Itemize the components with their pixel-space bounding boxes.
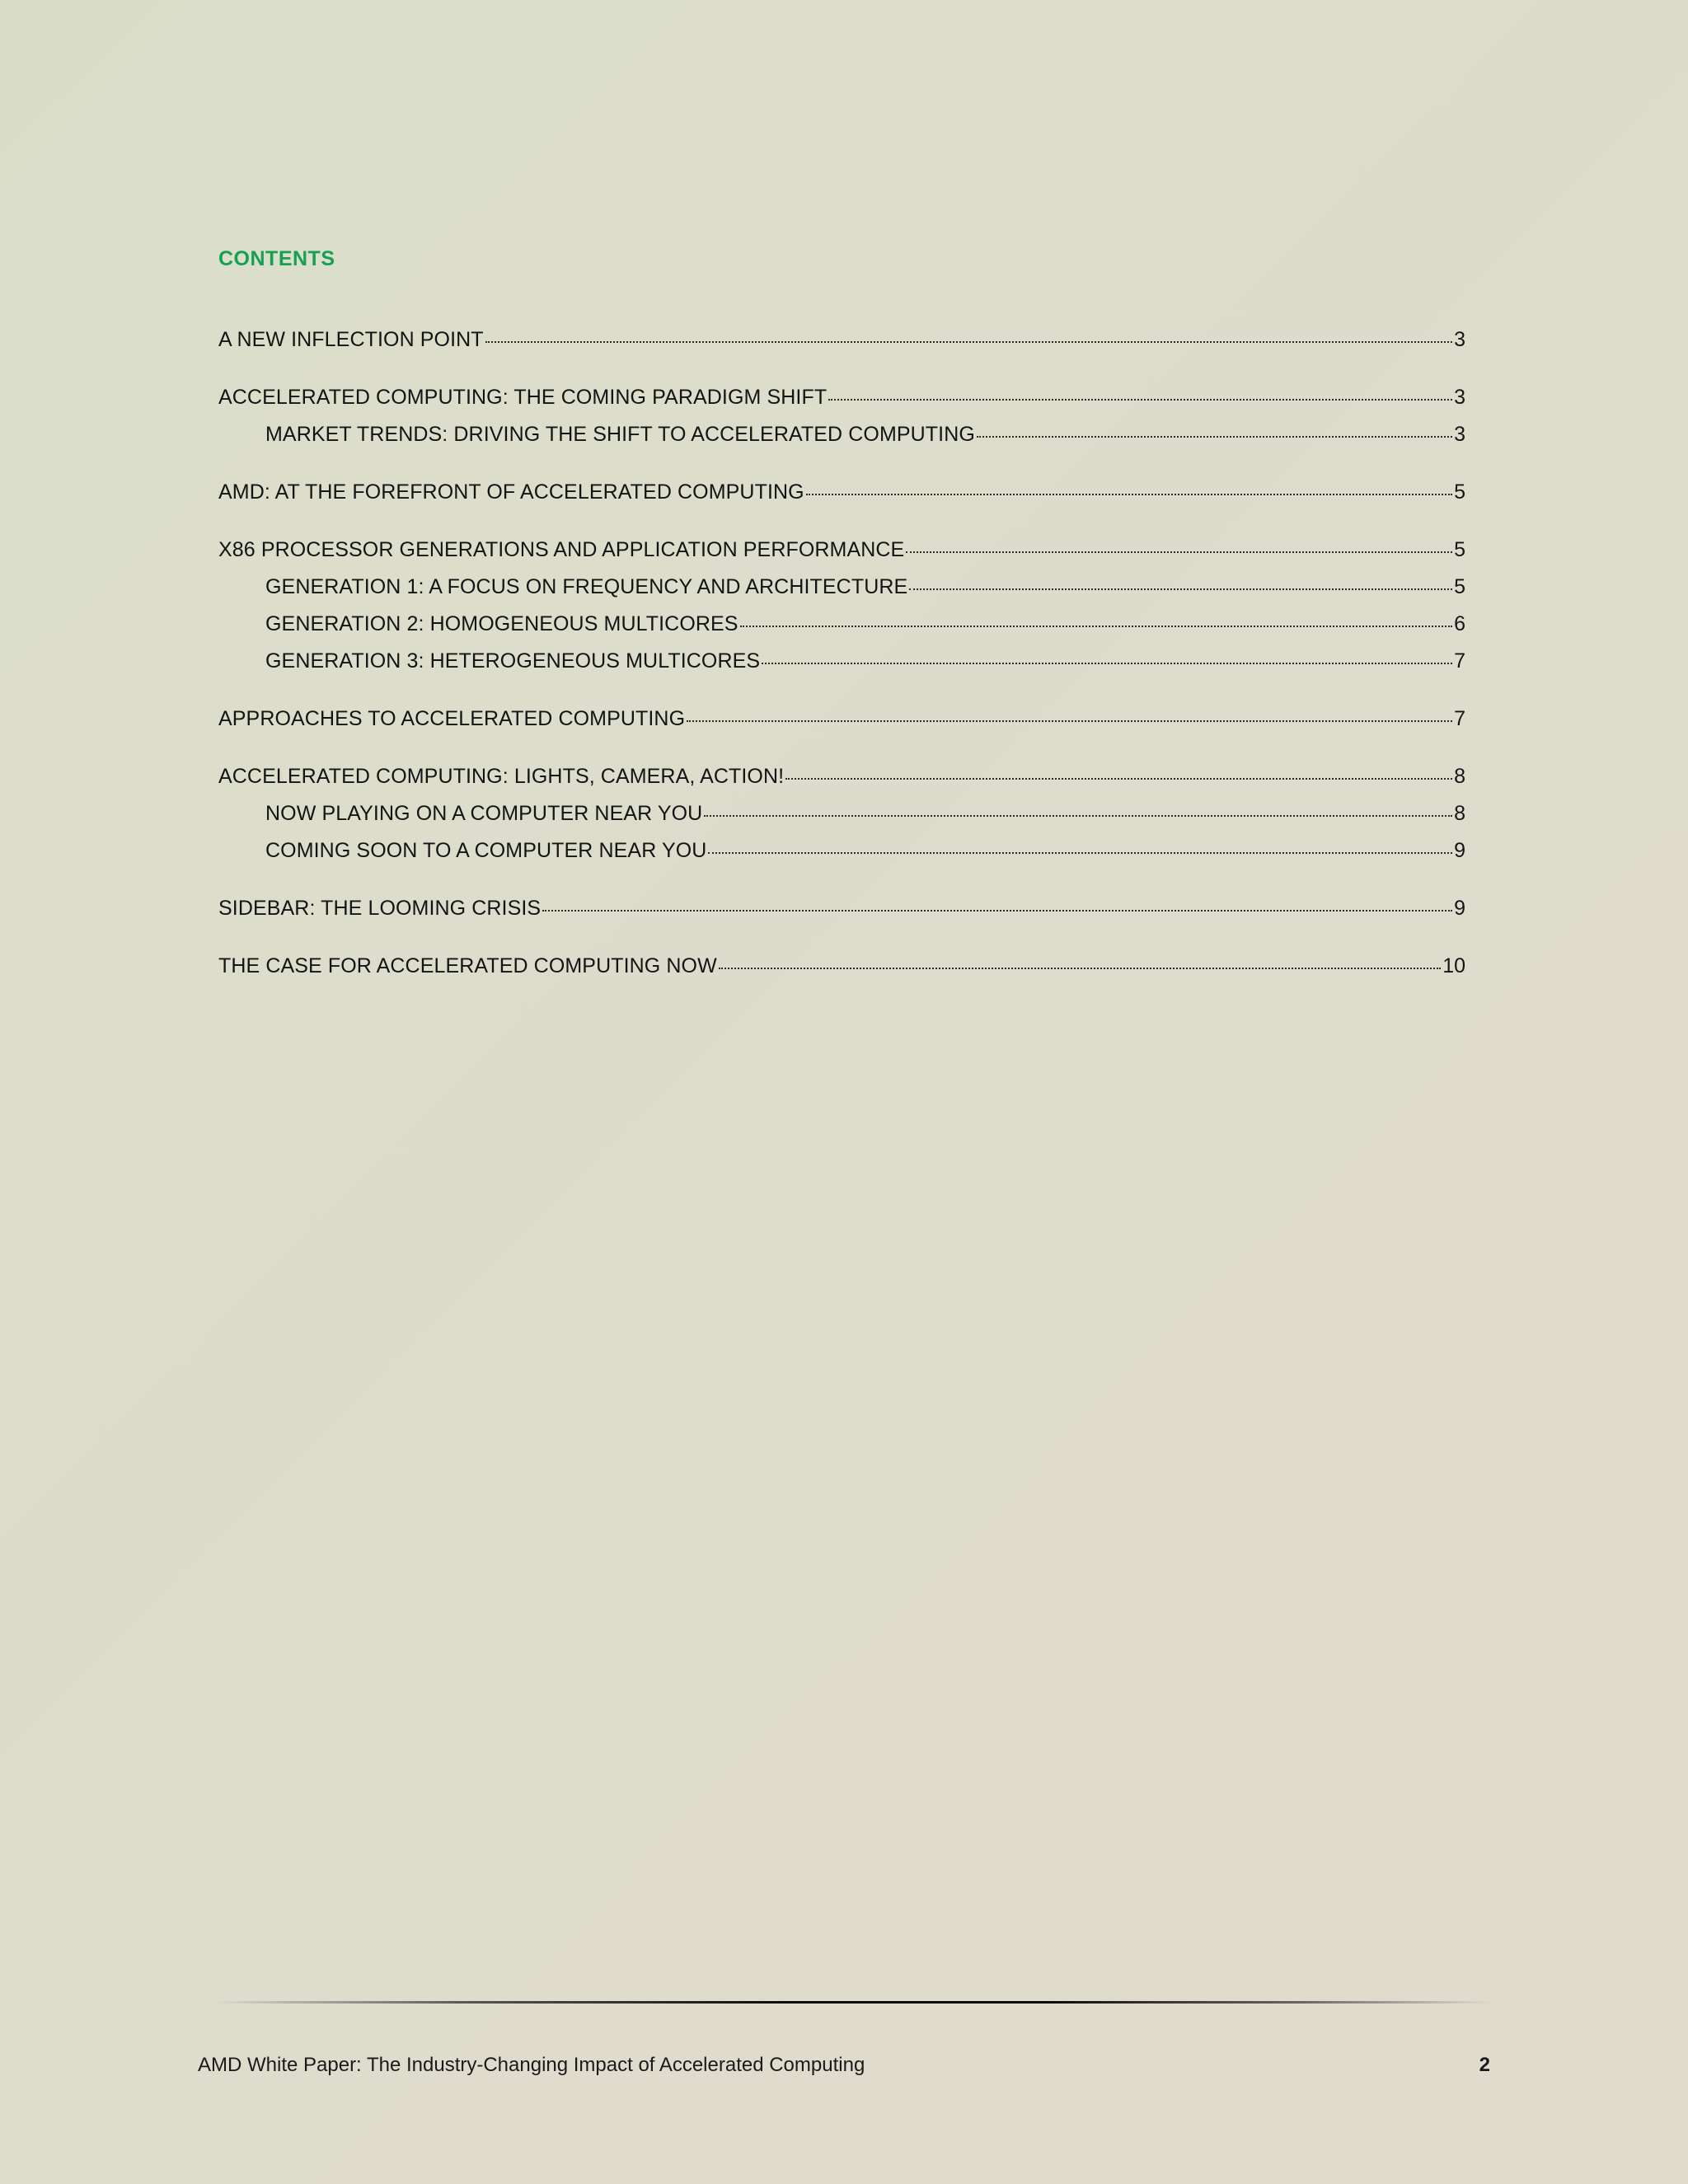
toc-entry-page: 8: [1454, 765, 1465, 788]
toc-entry-page: 5: [1454, 480, 1465, 504]
toc-entry-label: SIDEBAR: THE LOOMING CRISIS: [218, 897, 542, 920]
toc-entry-label: AMD: AT THE FOREFRONT OF ACCELERATED COMPUTING: [218, 480, 804, 504]
toc-entry-page: 3: [1454, 423, 1465, 446]
toc-subentry[interactable]: [218, 575, 1465, 612]
toc-subentry[interactable]: [218, 839, 1465, 876]
toc-dot-leader: [806, 494, 1452, 495]
toc-entry-label: X86 PROCESSOR GENERATIONS AND APPLICATION PERFORMANCE: [218, 538, 905, 561]
toc-entry-label: NOW PLAYING ON A COMPUTER NEAR YOU: [265, 802, 703, 825]
toc-subentry[interactable]: [218, 802, 1465, 839]
toc-dot-leader: [485, 341, 1452, 343]
toc-entry-label: THE CASE FOR ACCELERATED COMPUTING NOW: [218, 954, 717, 977]
toc-entry[interactable]: [218, 765, 1465, 802]
toc-entry-page: 10: [1442, 954, 1465, 977]
toc-dot-leader: [719, 968, 1441, 969]
toc-dot-leader: [542, 910, 1452, 912]
footer-title: AMD White Paper: The Industry-Changing Impact of Accelerated Computing: [198, 2054, 865, 2076]
toc-dot-leader: [785, 778, 1452, 780]
toc-dot-leader: [704, 815, 1452, 817]
footer-divider: [214, 2001, 1492, 2004]
toc-entry-page: 7: [1454, 707, 1465, 730]
toc-dot-leader: [906, 551, 1452, 553]
toc-subentry[interactable]: [218, 612, 1465, 649]
toc-entry[interactable]: [218, 538, 1465, 575]
toc-entry[interactable]: [218, 897, 1465, 934]
toc-entry-label: APPROACHES TO ACCELERATED COMPUTING: [218, 707, 686, 730]
toc-entry-label: ACCELERATED COMPUTING: THE COMING PARADIGM SHIFT: [218, 386, 828, 409]
toc-entry[interactable]: [218, 954, 1465, 991]
toc-subentry[interactable]: [218, 423, 1465, 460]
toc-entry[interactable]: [218, 480, 1465, 518]
toc-dot-leader: [977, 436, 1452, 438]
toc-entry[interactable]: [218, 386, 1465, 423]
toc-dot-leader: [708, 852, 1452, 854]
toc-entry-page: 8: [1454, 802, 1465, 825]
toc-entry-page: 5: [1454, 575, 1465, 598]
toc-dot-leader: [909, 588, 1452, 590]
toc-entry-label: GENERATION 1: A FOCUS ON FREQUENCY AND ARCHITECTURE: [265, 575, 908, 598]
toc-subentry[interactable]: [218, 649, 1465, 687]
footer-page-number: 2: [1479, 2054, 1490, 2076]
toc-dot-leader: [687, 720, 1452, 722]
toc-entry-label: MARKET TRENDS: DRIVING THE SHIFT TO ACCELERATED COMPUTING: [265, 423, 975, 446]
toc-entry-label: A NEW INFLECTION POINT: [218, 328, 484, 351]
toc-entry-page: 9: [1454, 839, 1465, 862]
toc-entry-page: 7: [1454, 649, 1465, 673]
toc-dot-leader: [828, 399, 1452, 401]
toc-entry-label: ACCELERATED COMPUTING: LIGHTS, CAMERA, ACTION!: [218, 765, 785, 788]
toc-entry-label: GENERATION 3: HETEROGENEOUS MULTICORES: [265, 649, 761, 673]
toc-entry-page: 9: [1454, 897, 1465, 920]
toc-entry-label: GENERATION 2: HOMOGENEOUS MULTICORES: [265, 612, 738, 635]
toc-entry-page: 3: [1454, 328, 1465, 351]
toc-entry-page: 6: [1454, 612, 1465, 635]
toc-entry-page: 3: [1454, 386, 1465, 409]
toc-dot-leader: [740, 626, 1453, 627]
toc-entry[interactable]: [218, 707, 1465, 744]
contents-heading: CONTENTS: [218, 247, 335, 270]
toc-dot-leader: [762, 663, 1452, 664]
toc-entry-page: 5: [1454, 538, 1465, 561]
toc-entry[interactable]: [218, 328, 1465, 365]
table-of-contents: [218, 328, 1465, 991]
toc-entry-label: COMING SOON TO A COMPUTER NEAR YOU: [265, 839, 707, 862]
